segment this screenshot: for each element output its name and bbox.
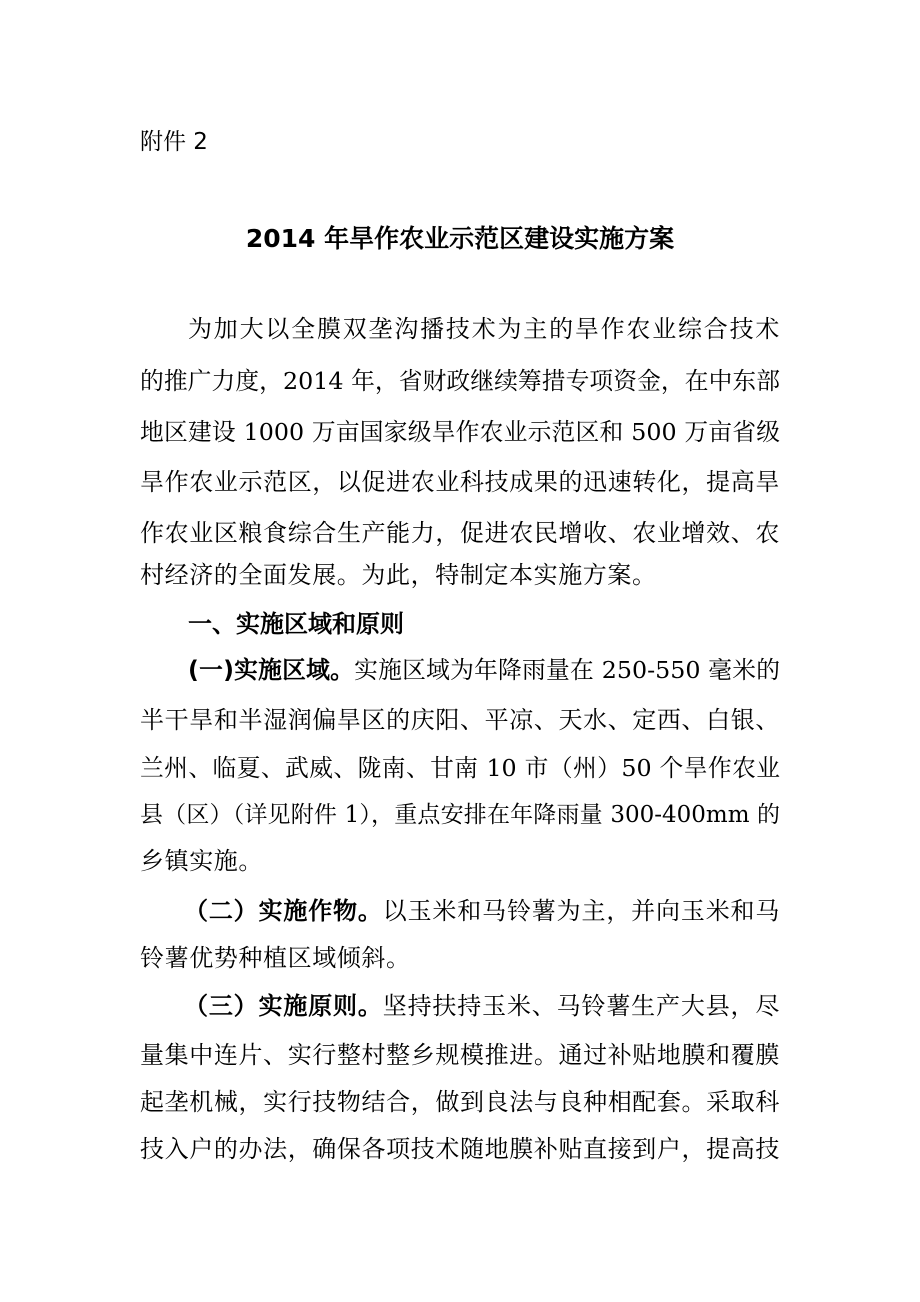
item2-lead: （二）实施作物。	[184, 897, 383, 925]
attachment-label: 附件 2	[140, 129, 208, 155]
item3-first-line	[184, 987, 780, 1025]
item1-first-line	[188, 651, 780, 689]
item3-lead: （三）实施原则。	[184, 992, 383, 1020]
document-title: 2014 年旱作农业示范区建设实施方案	[245, 224, 675, 253]
item1-lead: (一)实施区域。	[188, 656, 355, 684]
item3-line-4: 技入户的办法，确保各项技术随地膜补贴直接到户，提高技	[140, 1135, 780, 1163]
intro-line-4: 旱作农业示范区，以促进农业科技成果的迅速转化，提高旱	[140, 468, 780, 496]
item1-line-4: 县（区）（详见附件 1），重点安排在年降雨量 300-400mm 的	[140, 802, 780, 828]
item1-line-3: 兰州、临夏、武威、陇南、甘南 10 市（州）50 个旱作农业	[140, 754, 780, 782]
intro-line-2: 的推广力度，2014 年，省财政继续筹措专项资金，在中东部	[140, 367, 780, 395]
intro-line-1: 为加大以全膜双垄沟播技术为主的旱作农业综合技术	[188, 315, 780, 343]
section-heading-1: 一、实施区域和原则	[188, 610, 404, 638]
item2-first-line	[184, 892, 780, 930]
item1-first-rest: 实施区域为年降雨量在 250-550 毫米的	[354, 656, 780, 684]
item1-line-5: 乡镇实施。	[140, 847, 263, 875]
item3-line-3: 起垄机械，实行技物结合，做到良法与良种相配套。采取科	[140, 1088, 780, 1116]
item3-first-rest: 坚持扶持玉米、马铃薯生产大县，尽	[382, 992, 780, 1020]
item2-first-rest: 以玉米和马铃薯为主，并向玉米和马	[382, 897, 780, 925]
item1-line-2: 半干旱和半湿润偏旱区的庆阳、平凉、天水、定西、白银、	[140, 706, 780, 734]
intro-line-6: 村经济的全面发展。为此，特制定本实施方案。	[140, 561, 657, 589]
intro-line-3: 地区建设 1000 万亩国家级旱作农业示范区和 500 万亩省级	[140, 418, 780, 446]
intro-line-5: 作农业区粮食综合生产能力，促进农民增收、农业增效、农	[140, 519, 780, 547]
item2-line-2: 铃薯优势种植区域倾斜。	[140, 944, 411, 972]
item3-line-2: 量集中连片、实行整村整乡规模推进。通过补贴地膜和覆膜	[140, 1041, 780, 1069]
